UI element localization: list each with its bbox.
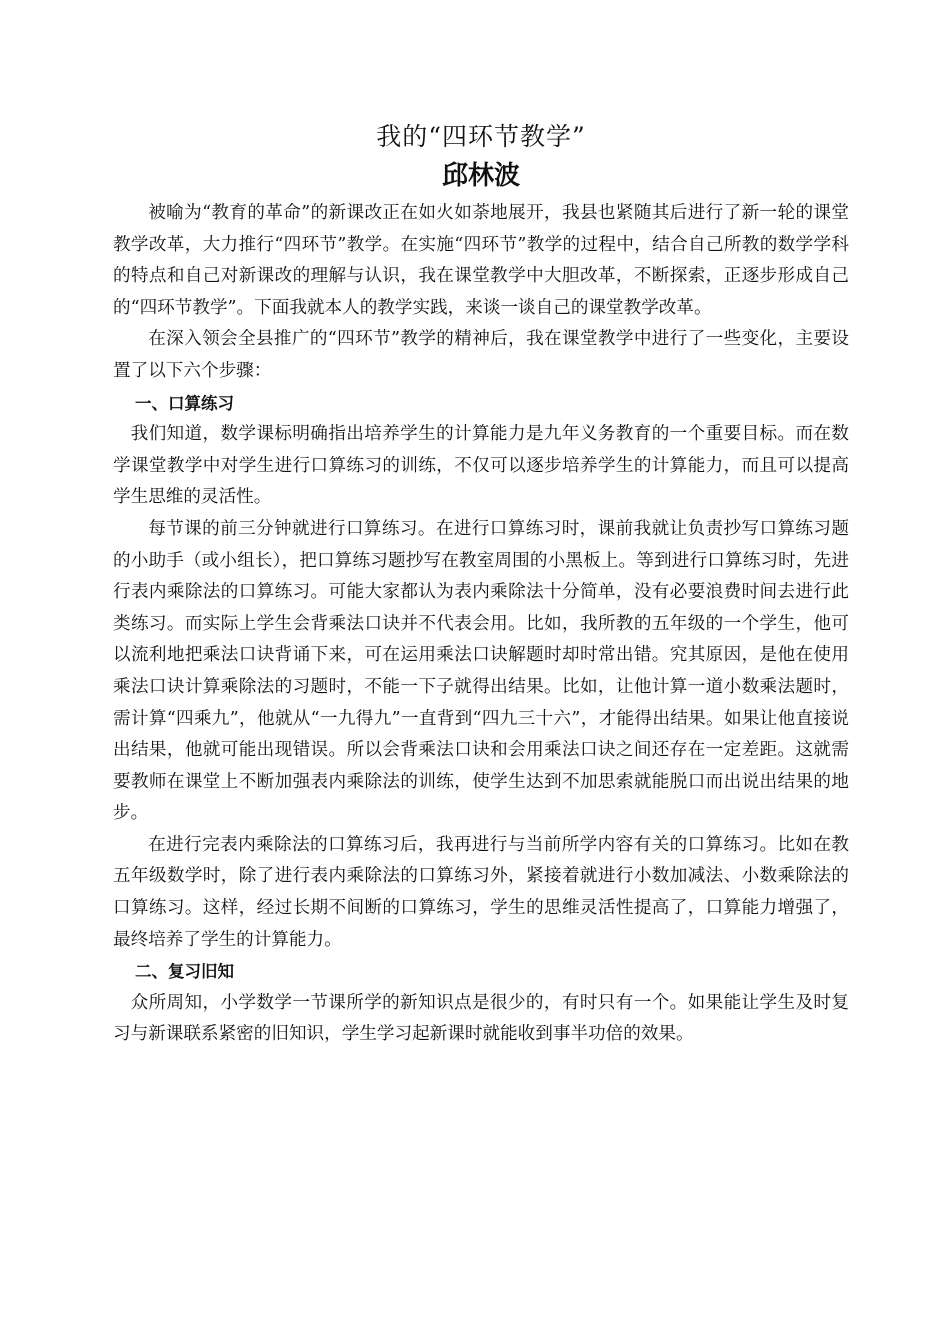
section1-paragraph-3: 在进行完表内乘除法的口算练习后，我再进行与当前所学内容有关的口算练习。比如在教五年级数学时，除了进行表内乘除法的口算练习外，紧接着就进行小数加减法、小数乘除法的口算练习。这样，经过长期不间断的口算练习，学生的思维灵活性提高了，口算能力增强了，最终培养了学生的计算能力。: [113, 834, 849, 950]
intro-paragraph-2: 在深入领会全县推广的“四环节”教学的精神后，我在课堂教学中进行了一些变化，主要设置了以下六个步骤：: [113, 329, 849, 381]
document-title: 我的“四环节教学”: [376, 122, 586, 151]
section-heading-review: 二、复习旧知: [135, 962, 234, 982]
section1-paragraph-1: 我们知道，数学课标明确指出培养学生的计算能力是九年义务教育的一个重要目标。而在数学课堂教学中对学生进行口算练习的训练，不仅可以逐步培养学生的计算能力，而且可以提高学生思维的灵活性。: [113, 424, 849, 508]
intro-paragraph-1: 被喻为“教育的革命”的新课改正在如火如荼地展开，我县也紧随其后进行了新一轮的课堂教学改革，大力推行“四环节”教学。在实施“四环节”教学的过程中，结合自己所教的数学学科的特点和自己对新课改的理解与认识，我在课堂教学中大胆改革，不断探索，正逐步形成自己的“四环节教学”。下面我就本人的教学实践，来谈一谈自己的课堂教学改革。: [113, 203, 849, 318]
document-page: [113, 118, 849, 1051]
section1-paragraph-2: 每节课的前三分钟就进行口算练习。在进行口算练习时，课前我就让负责抄写口算练习题的小助手（或小组长），把口算练习题抄写在教室周围的小黑板上。等到进行口算练习时，先进行表内乘除法的口算练习。可能大家都认为表内乘除法十分简单，没有必要浪费时间去进行此类练习。而实际上学生会背乘法口诀并不代表会用。比如，我所教的五年级的一个学生，他可以流利地把乘法口诀背诵下来，可在运用乘法口诀解题时却时常出错。究其原因，是他在使用乘法口诀计算乘除法的习题时，不能一下子就得出结果。比如，让他计算一道小数乘法题时，需计算“四乘九”，他就从“一九得九”一直背到“四九三十六”，才能得出结果。如果让他直接说出结果，他就可能出现错误。所以会背乘法口诀和会用乘法口诀之间还存在一定差距。这就需要教师在课堂上不断加强表内乘除法的训练，使学生达到不加思索就能脱口而出说出结果的地步。: [113, 518, 849, 824]
document-author: 邱林波: [441, 161, 520, 191]
section-heading-oral-calculation: 一、口算练习: [135, 393, 234, 413]
section2-paragraph-1: 众所周知，小学数学一节课所学的新知识点是很少的，有时只有一个。如果能让学生及时复习与新课联系紧密的旧知识，学生学习起新课时就能收到事半功倍的效果。: [113, 992, 849, 1045]
